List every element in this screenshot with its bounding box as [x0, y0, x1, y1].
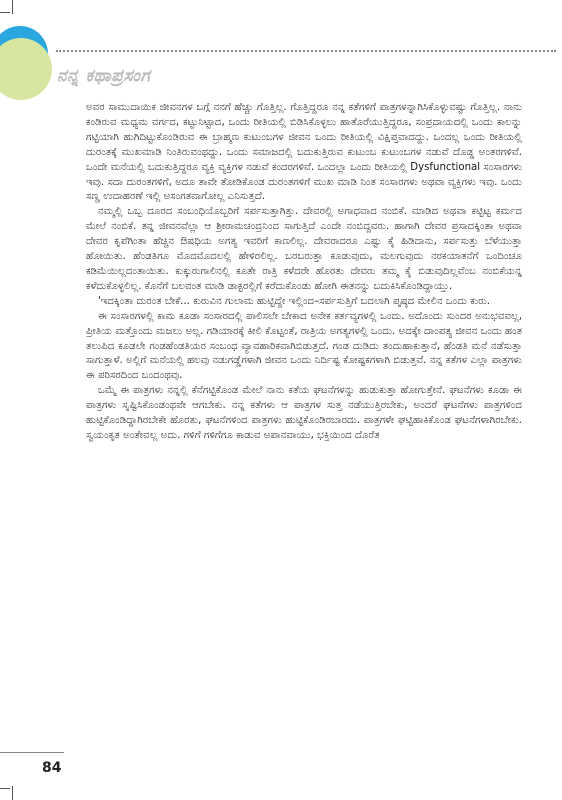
crop-mark-bottom-vertical — [12, 786, 13, 800]
paragraph: ನಮ್ಮಲ್ಲಿ ಒಬ್ಬ ದೂರದ ಸಂಬಂಧಿಯೊಬ್ಬರಿಗೆ ಸರ್ಪಸುತ್ತಾಗಿತ್ತು. ದೇವರಲ್ಲಿ ಅಗಾಧವಾದ ನಂಬಿಕೆ. ಮಾಡಿದ ಅಥವಾ ಕಟ್ಟಿಟ್ಟ ಕರ್ಮದ ಮೇಲೆ ನಂಬಿಕೆ. ತನ್ನ ಜೀವನವೆಲ್ಲಾ ಆ ಶ್ರೀರಾಮಚಂದ್ರನಿಂದ ಸಾಗುತ್ತಿದೆ ಎಂದೇ ನಂಬಿದ್ದವರು. ಹಾಗಾಗಿ ದೇವರ ಪ್ರಸಾದಕ್ಕಿಂತಾ ಅಥವಾ ದೇವರ ಕೃಪೆಗಿಂತಾ ಹೆಚ್ಚಿನ ಔಷಧಿಯ ಅಗತ್ಯ ಇವರಿಗೆ ಕಾಣಲಿಲ್ಲ. ದೇವರಾದರೂ ಎಷ್ಟು ಕೈ ಹಿಡಿದಾನು, ಸರ್ಪಸುತ್ತು ಬೆಳೆಯುತ್ತಾ ಹೋಯಿತು. ಹೆಂಡತಿಗೂ ಮೊದಮೊದಲಲ್ಲಿ ಹೇಳಿರಲಿಲ್ಲ. ಬರಬರುತ್ತಾ ಕೂಡುವುದು, ಮಲಗುವುದು ನರಕಯಾತನೆಗೆ ಒಂದಿಂಚೂ ಕಡಿಮೆಯಿಲ್ಲದಂತಾಯಿತು. ಕುಕ್ಕುರುಗಾಲಿನಲ್ಲಿ ಕೂತೇ ರಾತ್ರಿ ಕಳೆದರೇ ಹೊರತು ದೇವರು ತಮ್ಮ ಕೈ ಬಿಡುವುದಿಲ್ಲವೆಂಬ ನಂಬಿಕೆಯನ್ನ ಕಳೆದುಕೊಳ್ಳಲಿಲ್ಲ. ಕೊನೆಗೆ ಬಲವಂತ ಮಾಡಿ ಡಾಕ್ಟರಲ್ಲಿಗೆ ಕರೆದುಕೊಂಡು ಹೋಗಿ ಈತನನ್ನು ಬದುಕಿಸಿಕೊಂಡಿದ್ದಾಯ್ತು. — [86, 206, 522, 292]
paragraph: ಒಮ್ಮೆ ಈ ಪಾತ್ರಗಳು ನನ್ನಲ್ಲಿ ಕೆನೆಗಟ್ಟಿಕೊಂಡ ಮೇಲೆ ನಾನು ಕತೆಯ ಘಟನೆಗಳನ್ನು ಹುಡುಕುತ್ತಾ ಹೋಗುತ್ತೇನೆ. ಘಟನೆಗಳು ಕೂಡಾ ಈ ಪಾತ್ರಗಳು ಸೃಷ್ಟಿಸಿಕೊಂಡಂಥವೇ ಆಗಬೇಕು. ನನ್ನ ಕತೆಗಳು ಆ ಪಾತ್ರಗಳ ಸುತ್ತ ನಡೆಯುತ್ತಿರಬೇಕು, ಅಂದರೆ ಘಟನೆಗಳು ಪಾತ್ರಗಳಿಂದ ಹುಟ್ಟಿಕೊಂಡಿದ್ದಾಗಿರಬೇಕೇ ಹೊರತು, ಘಟನೆಗಳಿಂದ ಪಾತ್ರಗಳು ಹುಟ್ಟಿಕೊಂಡಿರಬಾರದು. ಪಾತ್ರಗಳೇ ಘಟ್ಟಿಹಾಕಿಕೊಂಡ ಘಟನೆಗಳಾಗಿರಬೇಕು. ಸ್ವಯಂಕೃತ ಅಂತೇವಲ್ಲ ಅದು. ಗಳಿಗೆ ಗಳಿಗೆಗೂ ಕಾಡುವ ಅಪಾನವಾಯು, ಭಕ್ತಿಯಿಂದ ದೊರೆತ — [86, 385, 522, 441]
paragraph: ಅವರ ಸಾಮುದಾಯಿಕ ಜೀವನಗಳ ಬಗ್ಗೆ ನನಗೆ ಹೆಚ್ಚು ಗೊತ್ತಿಲ್ಲ. ಗೊತ್ತಿದ್ದರೂ ನನ್ನ ಕತೆಗಳಿಗೆ ಪಾತ್ರಗಳನ್ನಾಗಿಸಿಕೊಳ್ಳುವಷ್ಟು ಗೊತ್ತಿಲ್ಲ. ನಾನು ಕಂಡಿರುವ ಮಧ್ಯಮ ವರ್ಗದ, ಕಟ್ಟುನಿಟ್ಟಾದ, ಒಂದು ರೀತಿಯಲ್ಲಿ ಬಿಡಿಸಿಕೊಳ್ಳಲು ಹಾತೊರೆಯುತ್ತಿದ್ದರೂ, ಸಂಪ್ರದಾಯದಲ್ಲಿ ಒಂದು ಕಾಲನ್ನು ಗಟ್ಟಿಯಾಗಿ ಹುಗಿದಿಟ್ಟುಕೊಂಡಿರುವ ಈ ಬ್ರಾಹ್ಮಣ ಕುಟುಂಬಗಳ ಜೀವನ ಒಂದು ರೀತಿಯಲ್ಲಿ ವಿಕ್ಷಿಪ್ತವಾದದ್ದು. ಒಂದಲ್ಲ ಒಂದು ರೀತಿಯಲ್ಲಿ ದುರಂತಕ್ಕೆ ಮುಖಮಾಡಿ ನಿಂತಿರುವಂಥದ್ದು. ಒಂದು ಸಮಾಜದಲ್ಲಿ ಬದುಕುತ್ತಿರುವ ಕುಟುಂಬ ಕುಟುಂಬಗಳ ನಡುವೆ ದೊಡ್ಡ ಅಂತರಗಳಿವೆ. ಒಂದೇ ಮನೆಯಲ್ಲಿ ಬದುಕುತ್ತಿದ್ದರೂ ವ್ಯಕ್ತಿ ವ್ಯಕ್ತಿಗಳ ನಡುವೆ ಕಂದರಗಳಿವೆ. ಒಂದಲ್ಲಾ ಒಂದು ರೀತಿಯಲ್ಲಿ Dysfunctional ಸಂಸಾರಗಳು ಇವು. ಸದಾ ದುರಂತಗಳಿಗೆ, ಅದೂ ತಾವೇ ತೋಡಿಕೊಂಡ ದುರಂತಗಳಿಗೆ ಮುಖ ಮಾಡಿ ನಿಂತ ಸಂಸಾರಗಳು ಅಥವಾ ವ್ಯಕ್ತಿಗಳು ಇವು. ಒಂದು ಸಣ್ಣ ಉದಾಹರಣೆ ಇಲ್ಲಿ ಅಸಂಗತವಾಗೋಲ್ಲ ಎನಿಸುತ್ತದೆ. — [86, 102, 522, 203]
header-dotted-rule — [56, 50, 556, 52]
crop-mark-top-vertical — [12, 0, 13, 14]
footer-rule — [0, 752, 64, 753]
paragraph: ಈ ಸಂಸಾರಗಳಲ್ಲಿ ಕಾಮ ಕೂಡಾ ಸಂಸಾರದಲ್ಲಿ ಪಾಲಿಸಲೇ ಬೇಕಾದ ಅನೇಕ ಕರ್ತವ್ಯಗಳಲ್ಲಿ ಒಂದು. ಅದೊಂದು ಸುಂದರ ಅನುಭವವಲ್ಲ, ಪ್ರೀತಿಯ ಮತ್ತೊಂದು ಮಜಲು ಅಲ್ಲ. ಗಡಿಯಾರಕ್ಕೆ ಕೀಲಿ ಕೊಟ್ಟಂತೆ, ರಾತ್ರಿಯ ಅಗತ್ಯಗಳಲ್ಲಿ ಒಂದು. ಅದಕ್ಕೇ ದಾಂಪತ್ಯ ಜೀವನ ಒಂದು ಹಂತ ತಲುಪಿದ ಕೂಡಲೇ ಗಂಡಹೆಂಡತಿಯರ ಸಂಬಂಧ ವ್ಯಾವಹಾರಿಕವಾಗಿಬಿಡುತ್ತದೆ. ಗಂಡ ದುಡಿದು ತಂದುಹಾಕುತ್ತಾನೆ, ಹೆಂಡತಿ ಮನೆ ನಡೆಸುತ್ತಾ ಸಾಗುತ್ತಾಳೆ. ಅಲ್ಲಿಗೆ ಮನೆಯಲ್ಲಿ ಹಲವು ನಡುಗಡ್ಡೆಗಳಾಗಿ ಜೀವನ ಒಂದು ನಿರ್ದಿಷ್ಟ ಕೋಷ್ಟಕಗಳಾಗಿ ಬಿಡುತ್ತವೆ. ನನ್ನ ಕತೆಗಳ ಎಲ್ಲಾ ಪಾತ್ರಗಳು ಈ ಪರಿಸರದಿಂದ ಬಂದಂಥವು. — [86, 310, 522, 382]
running-header-title: ನನ್ನ ಕಥಾಪ್ರಸಂಗ — [57, 66, 151, 86]
crop-mark-bottom-horizontal — [0, 788, 10, 789]
page-number: 84 — [42, 760, 62, 776]
crop-mark-top-horizontal — [0, 12, 10, 13]
body-text — [86, 101, 522, 444]
paragraph: 'ಇದಕ್ಕಿಂತಾ ದುರಂತ ಬೇಕೆ... ಕುರುವಿನ ಗುಲಾಮ ಹುಟ್ಟಿದ್ದೇ ಇಲ್ಲಿಂದ–ಸರ್ಪಸುತ್ತಿಗೆ ಬದಲಾಗಿ ಪೃಷ್ಠದ ಮೇಲಿನ ಒಂದು ಕುರು. — [98, 295, 490, 307]
